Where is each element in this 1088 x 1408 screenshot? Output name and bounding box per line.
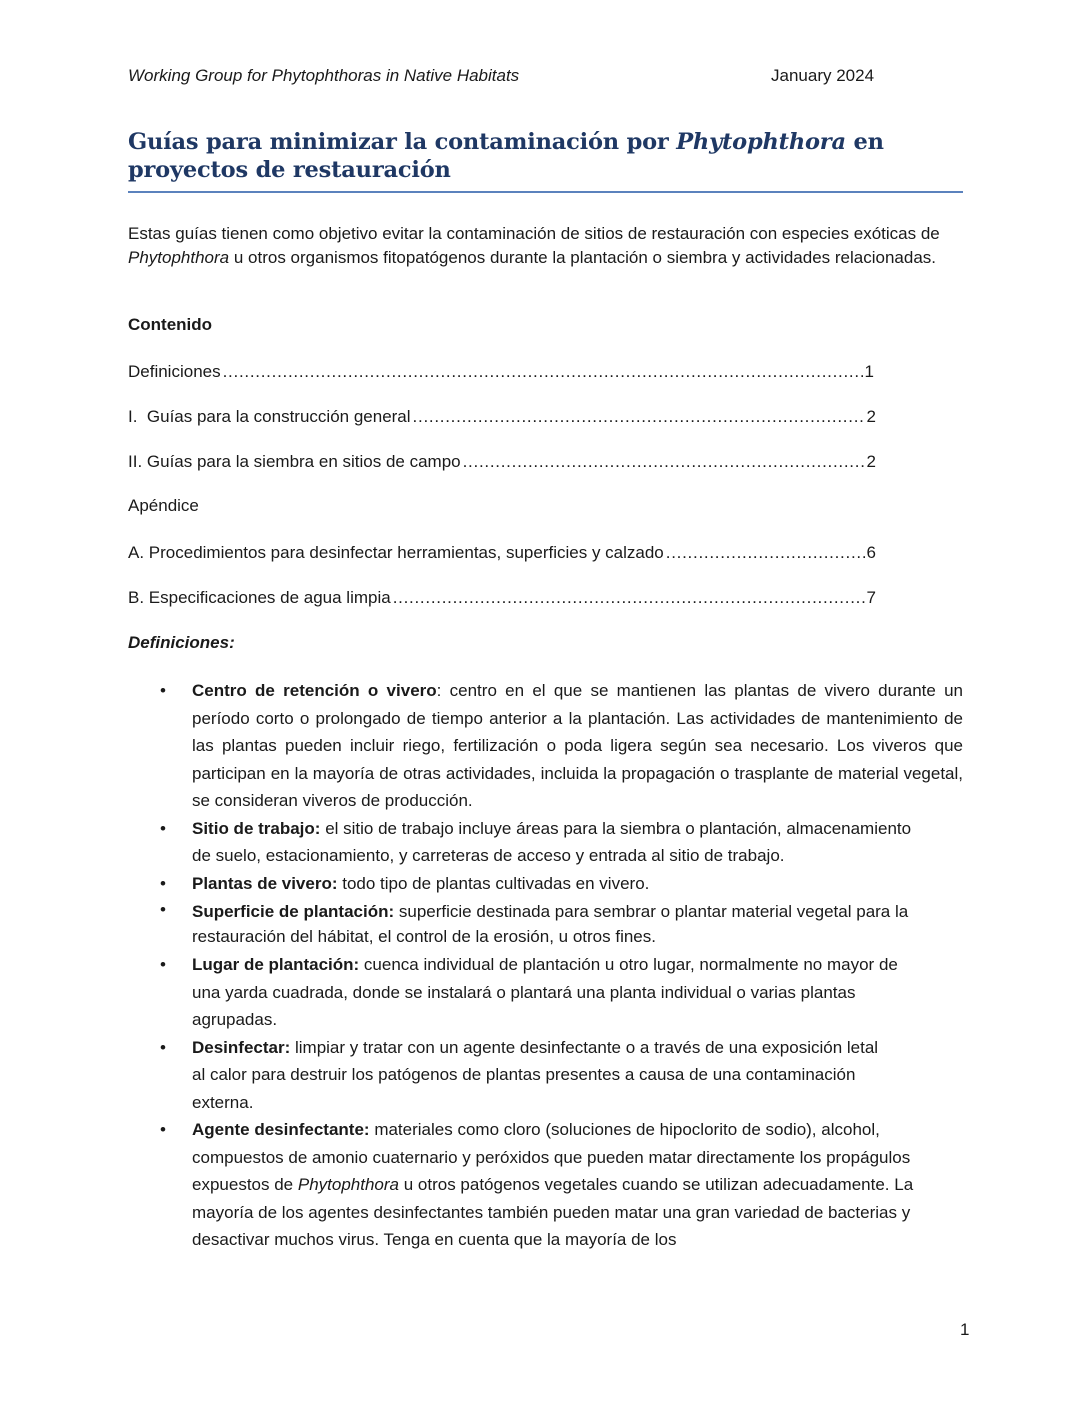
bullet-marker: •: [160, 818, 166, 838]
definition-text-continued: u otros patógenos vegetales cuando se utilizan adecuadamente. La mayoría de los agentes desinfectantes también pueden matar una gran variedad de bacterias y desactivar muchos virus. Tenga en cuenta que la mayoría de los: [192, 1175, 914, 1249]
toc-dot-leader: [223, 361, 863, 383]
intro-text-end: u otros organismos fitopatógenos durante la plantación o siembra y actividades relacionadas.: [229, 248, 937, 267]
toc-dot-leader: [393, 587, 865, 609]
toc-dot-leader: [463, 451, 865, 473]
bullet-marker: •: [160, 1120, 166, 1139]
toc-entry-field-planting[interactable]: [128, 451, 876, 473]
definition-genus: Phytophthora: [297, 1175, 399, 1194]
title-text-end: en proyectos de restauración: [128, 129, 884, 183]
toc-entry-label: B. Especificaciones de agua limpia: [128, 588, 391, 607]
definition-term: Lugar de plantación:: [192, 955, 360, 974]
toc-entry-page: 2: [866, 452, 876, 471]
toc-entry-label: A. Procedimientos para desinfectar herramientas, superficies y calzado: [128, 543, 664, 562]
definition-item: [160, 1116, 963, 1254]
definitions-list: [160, 677, 963, 1254]
bullet-marker: •: [160, 681, 166, 700]
toc-entry-page: 2: [866, 407, 876, 426]
bullet-marker: •: [160, 900, 166, 919]
title-underline-rule: [128, 191, 963, 193]
toc-entry-page: 7: [866, 588, 876, 607]
intro-genus: Phytophthora: [128, 248, 230, 267]
definition-text: superficie destinada para sembrar o plantar material vegetal para la restauración del hábitat, el control de la erosión, u otros fines.: [192, 902, 909, 946]
running-header-date: January 2024: [771, 66, 875, 85]
definition-term: Plantas de vivero:: [192, 873, 338, 893]
document-title: [128, 128, 948, 184]
definition-text: limpiar y tratar con un agente desinfectante o a través de una exposición letal al calor para destruir los patógenos de plantas presentes a causa de una contaminación externa.: [192, 1037, 879, 1112]
running-header-left: Working Group for Phytophthoras in Native Habitats: [128, 66, 520, 85]
contents-heading: Contenido: [128, 315, 213, 334]
definition-text: el sitio de trabajo incluye áreas para la siembra o plantación, almacenamiento de suelo, estacionamiento, y carreteras de acceso y entrada al sitio de trabajo.: [192, 818, 912, 865]
definition-item: [160, 897, 963, 951]
page-number: 1: [960, 1320, 970, 1339]
toc-entry-label: II. Guías para la siembra en sitios de campo: [128, 452, 461, 471]
title-genus: Phytophthora: [676, 129, 846, 155]
toc-entry-page: 1: [864, 362, 874, 381]
bullet-marker: •: [160, 873, 166, 893]
toc-entry-general-construction[interactable]: [128, 406, 876, 428]
appendix-label: Apéndice: [128, 496, 199, 515]
bullet-marker: •: [160, 1037, 166, 1057]
intro-text-start: Estas guías tienen como objetivo evitar la contaminación de sitios de restauración con especies exóticas de: [128, 224, 940, 243]
definitions-heading: Definiciones:: [128, 633, 235, 652]
definition-term: Superficie de plantación:: [192, 902, 395, 921]
definition-term: Agente desinfectante:: [192, 1120, 370, 1139]
title-text-start: Guías para minimizar la contaminación por: [128, 129, 677, 155]
definition-text: centro en el que se mantienen las plantas de vivero durante un período corto o prolongado de tiempo anterior a la plantación. Las actividades de mantenimiento de las plantas pueden incluir riego, fertilización o poda ligera según sea necesario. Los viveros que participan en la mayoría de otras actividades, incluida la propagación o trasplante de material vegetal, se consideran viveros de producción.: [192, 681, 963, 810]
definition-item: [160, 815, 963, 870]
toc-entry-page: 6: [866, 543, 876, 562]
definition-text: todo tipo de plantas cultivadas en vivero.: [337, 873, 650, 893]
definition-text: materiales como cloro (soluciones de hipoclorito de sodio), alcohol, compuestos de amonio cuaternario y peróxidos que pueden matar directamente los propágulos expuestos de: [192, 1120, 911, 1194]
bullet-marker: •: [160, 955, 166, 974]
definition-separator: :: [436, 681, 442, 700]
toc-entry-appendix-a[interactable]: [128, 542, 876, 564]
definition-item: [160, 870, 963, 898]
definition-item: [160, 951, 963, 1034]
toc-entry-label: Definiciones: [128, 362, 221, 381]
definition-term: Sitio de trabajo:: [192, 818, 321, 838]
toc-dot-leader: [413, 406, 865, 428]
definition-term: Centro de retención o vivero: [192, 681, 437, 700]
toc-entry-label: I. Guías para la construcción general: [128, 407, 411, 426]
definition-item: [160, 1034, 963, 1117]
toc-entry-appendix-b[interactable]: [128, 587, 876, 609]
definition-term: Desinfectar:: [192, 1037, 291, 1057]
definition-text: cuenca individual de plantación u otro lugar, normalmente no mayor de una yarda cuadrada, donde se instalará o plantará una planta individual o varias plantas agrupadas.: [192, 955, 898, 1029]
intro-paragraph: [128, 222, 963, 270]
toc-dot-leader: [666, 542, 865, 564]
definition-item: [160, 677, 963, 815]
toc-entry-definitions[interactable]: [128, 361, 874, 383]
